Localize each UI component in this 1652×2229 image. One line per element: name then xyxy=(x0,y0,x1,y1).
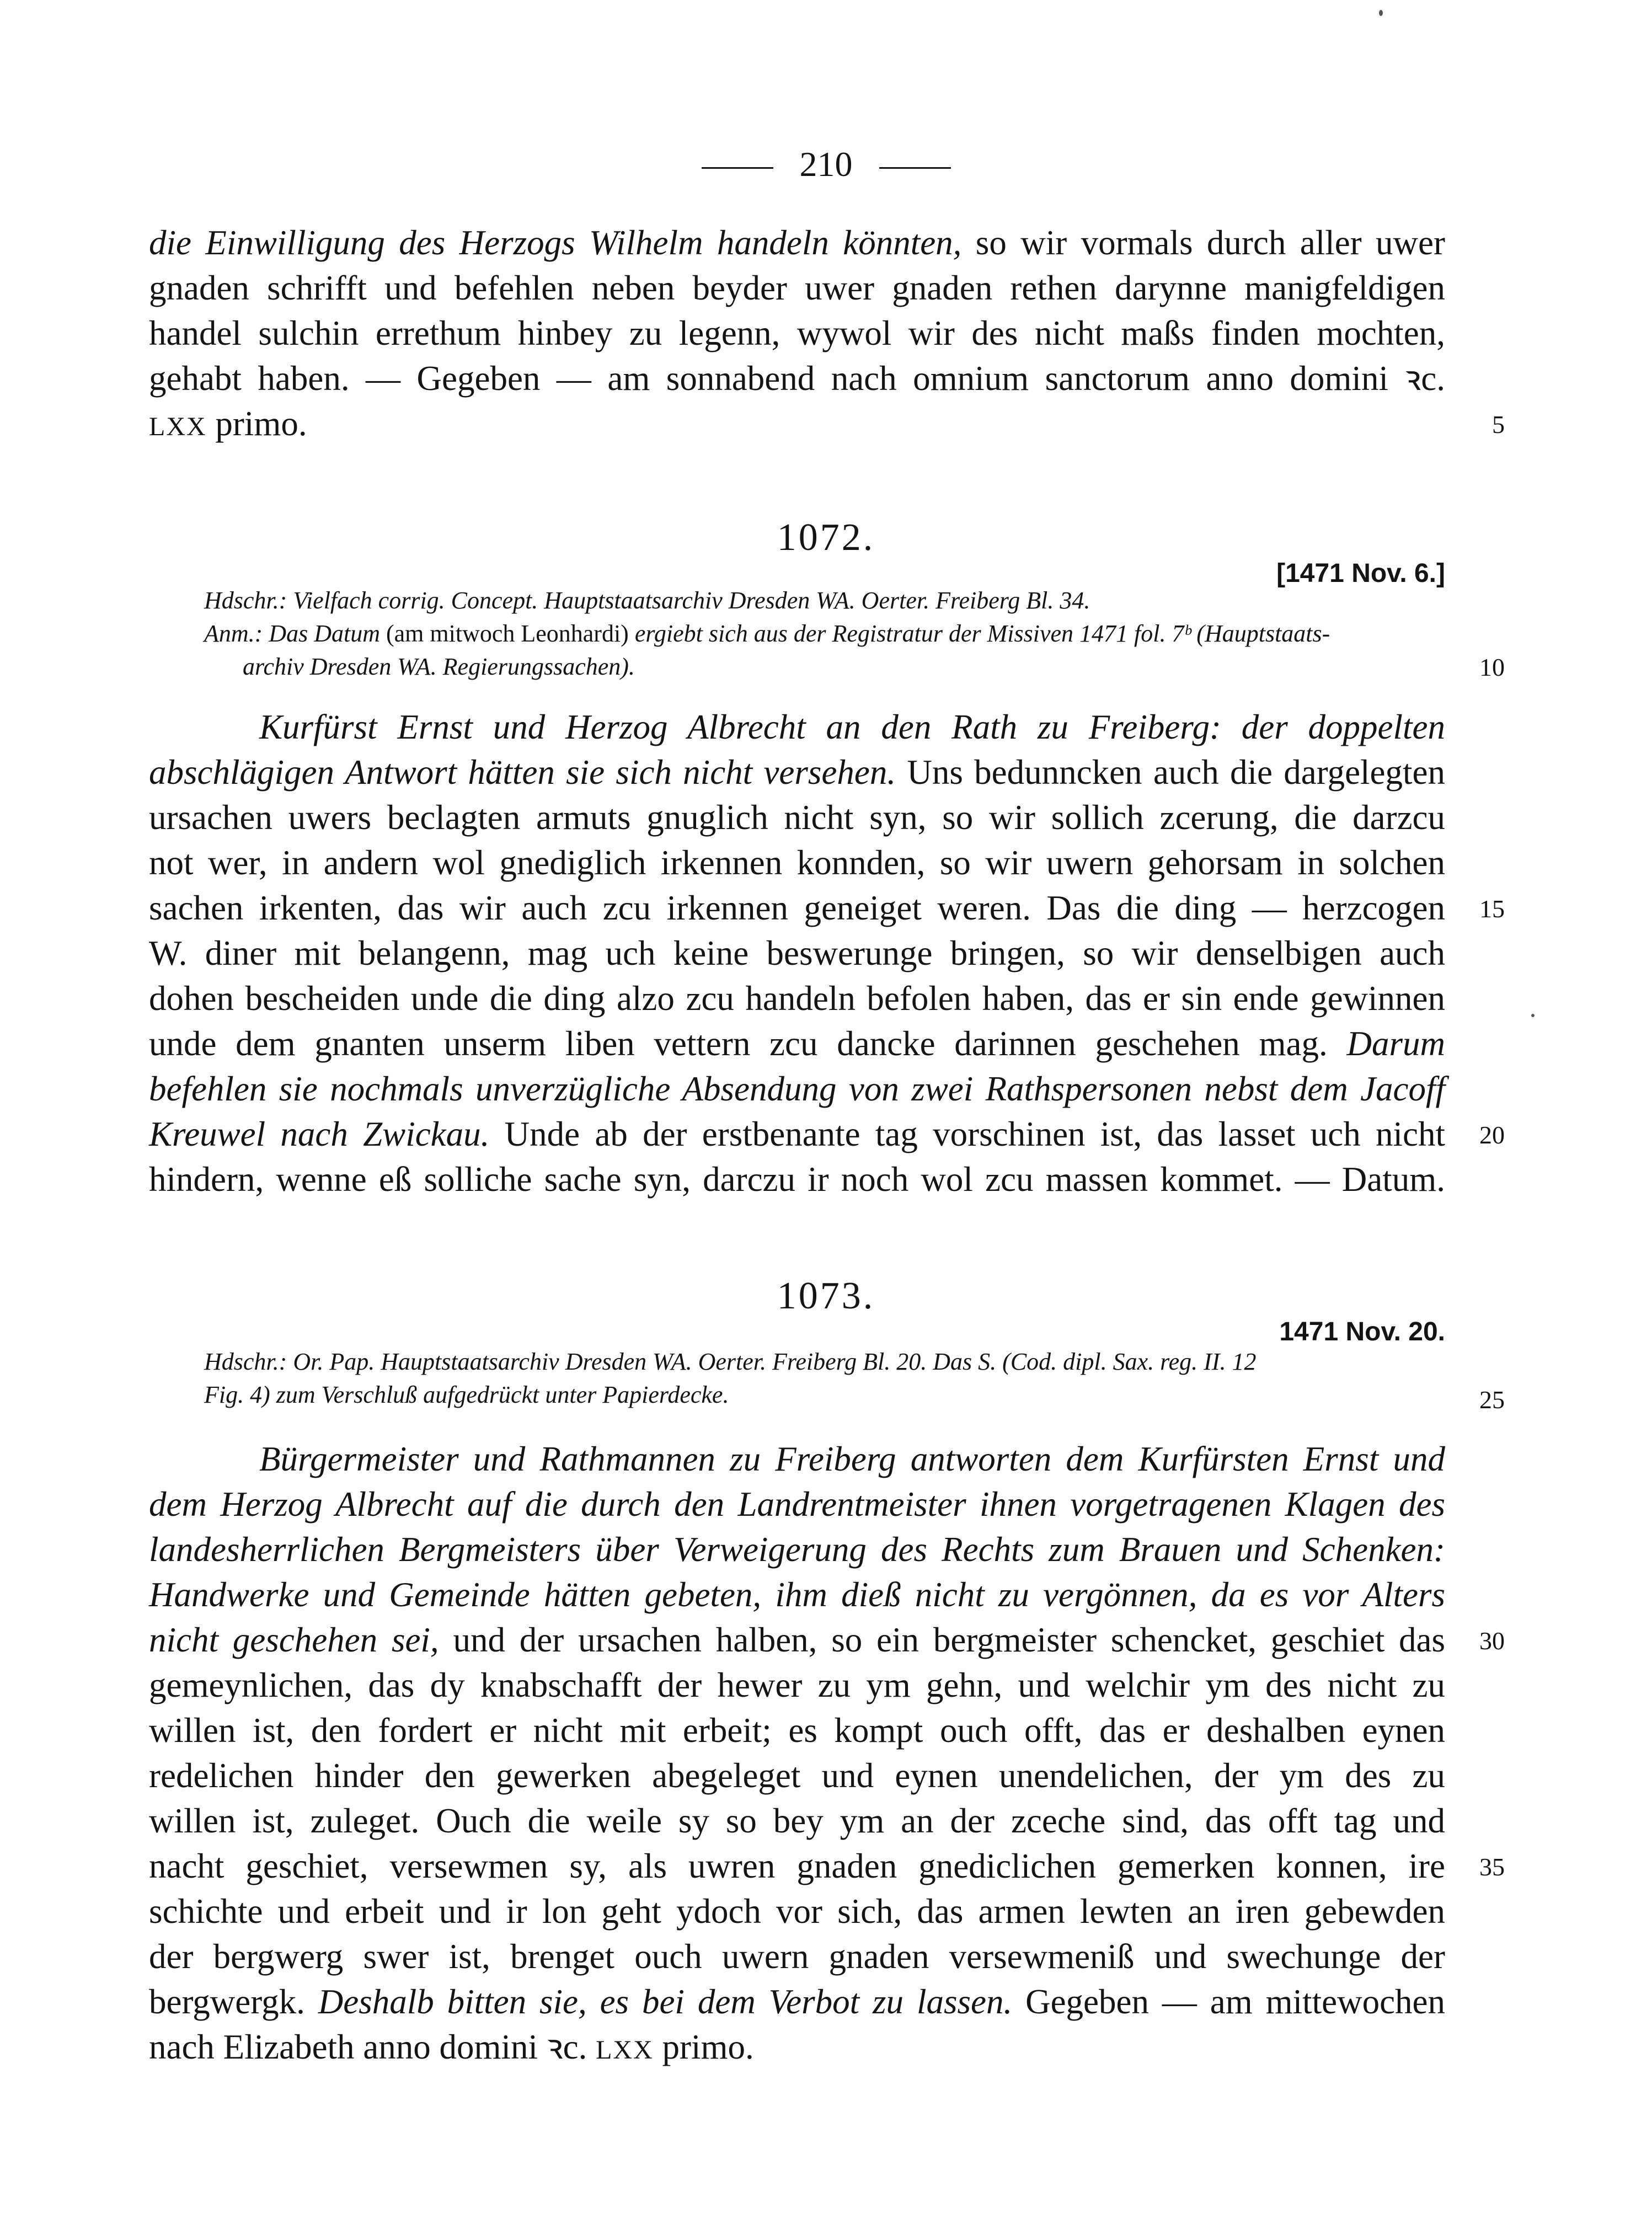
text-line: willen ist, zuleget. Ouch die weile sy so bey ym an der zceche sind, das offt tag und xyxy=(149,1802,1445,1840)
text-line: Bürgermeister und Rathmannen zu Freiberg antworten dem Kurfürsten Ernst und xyxy=(259,1440,1445,1478)
text-line: Kreuwel nach Zwickau. Unde ab der erstbenante tag vorschinen ist, das lasset uch nicht xyxy=(149,1115,1445,1153)
document-number: 1072. xyxy=(777,516,875,559)
text-line: bergwergk. Deshalb bitten sie, es bei dem Verbot zu lassen. Gegeben — am mittewochen xyxy=(149,1982,1446,2021)
annotation-note: archiv Dresden WA. Regierungssachen). xyxy=(243,653,635,680)
text-line: hindern, wenne eß solliche sache syn, darczu ir noch wol zcu massen kommet. — Datum. xyxy=(149,1160,1445,1199)
text-line: nicht geschehen sei, und der ursachen halben, so ein bergmeister schencket, geschiet das xyxy=(149,1621,1445,1659)
text-line: befehlen sie nochmals unverzügliche Absendung von zwei Rathspersonen nebst dem Jacoff xyxy=(149,1070,1445,1108)
text-line: die Einwilligung des Herzogs Wilhelm handeln könnten, so wir vormals durch aller uwer xyxy=(149,223,1445,262)
text-line: schichte und erbeit und ir lon geht ydoch vor sich, das armen lewten an iren gebewden xyxy=(149,1892,1445,1931)
text-line: Kurfürst Ernst und Herzog Albrecht an den Rath zu Freiberg: der doppelten xyxy=(259,708,1445,746)
text-line: gnaden schrifft und befehlen neben beyder uwer gnaden rethen darynne manigfeldigen xyxy=(149,269,1445,307)
text-line: LXX primo. xyxy=(149,404,307,443)
page-header xyxy=(0,142,1652,186)
text-line: willen ist, den fordert er nicht mit erbeit; es kompt ouch offt, das er deshalben eynen xyxy=(149,1711,1445,1750)
document-number: 1073. xyxy=(777,1275,875,1317)
text-line: nacht geschiet, versewmen sy, als uwren gnaden gnediclichen gemerken konnen, ire xyxy=(149,1847,1445,1885)
text-line: gemeynlichen, das dy knabschafft der hewer zu ym gehn, und welchir ym des nicht zu xyxy=(149,1666,1445,1704)
line-number: 35 xyxy=(1479,1853,1505,1881)
line-number: 15 xyxy=(1479,895,1505,923)
manuscript-note: Fig. 4) zum Verschluß aufgedrückt unter Papierdecke. xyxy=(204,1381,729,1408)
text-line: dem Herzog Albrecht auf die durch den Landrentmeister ihnen vorgetragenen Klagen des xyxy=(149,1485,1445,1524)
text-line: nach Elizabeth anno domini ꝛc. LXX primo. xyxy=(149,2028,754,2066)
manuscript-note: Hdschr.: Or. Pap. Hauptstaatsarchiv Dresden WA. Oerter. Freiberg Bl. 20. Das S. (Cod. dipl. Sax. reg. II. 12 xyxy=(204,1348,1257,1375)
text-line: sachen irkenten, das wir auch zcu irkennen geneiget weren. Das die ding — herzcogen xyxy=(149,889,1445,927)
text-line: abschlägigen Antwort hätten sie sich nicht versehen. Uns bedunncken auch die dargelegten xyxy=(149,753,1445,792)
document-date: 1471 Nov. 20. xyxy=(1279,1317,1445,1346)
annotation-note: Anm.: Das Datum (am mitwoch Leonhardi) ergiebt sich aus der Registratur der Missiven 1471 fol. 7ᵇ (Hauptstaats- xyxy=(204,620,1330,647)
line-number: 20 xyxy=(1479,1121,1505,1149)
header-rule-right xyxy=(879,167,951,169)
line-number: 5 xyxy=(1492,410,1505,439)
text-line: gehabt haben. — Gegeben — am sonnabend nach omnium sanctorum anno domini ꝛc. xyxy=(149,359,1445,398)
text-line: dohen bescheiden unde die ding alzo zcu handeln befolen haben, das er sin ende gewinnen xyxy=(149,979,1445,1018)
text-line: W. diner mit belangenn, mag uch keine beswerunge bringen, so wir denselbigen auch xyxy=(149,934,1445,972)
text-line: redelichen hinder den gewerken abegeleget und eynen unendelichen, der ym des zu xyxy=(149,1756,1445,1795)
text-line: unde dem gnanten unserm liben vettern zcu dancke darinnen geschehen mag. Darum xyxy=(149,1024,1445,1063)
line-number: 30 xyxy=(1479,1627,1505,1655)
header-rule-left xyxy=(702,167,773,169)
document-date: [1471 Nov. 6.] xyxy=(1276,559,1445,588)
manuscript-note: Hdschr.: Vielfach corrig. Concept. Hauptstaatsarchiv Dresden WA. Oerter. Freiberg Bl. 34. xyxy=(204,587,1090,614)
text-line: not wer, in andern wol gnediglich irkennen konnden, so wir uwern gehorsam in solchen xyxy=(149,843,1445,882)
line-number: 10 xyxy=(1479,653,1505,681)
scan-speck xyxy=(1531,1014,1535,1017)
text-line: landesherrlichen Bergmeisters über Verweigerung des Rechts zum Brauen und Schenken: xyxy=(149,1530,1445,1569)
line-number: 25 xyxy=(1479,1386,1505,1414)
text-line: der bergwerg swer ist, brenget ouch uwern gnaden versewmeniß und swechunge der xyxy=(149,1937,1445,1976)
text-line: ursachen uwers beclagten armuts gnuglich nicht syn, so wir sollich zcerung, die darzcu xyxy=(149,798,1445,837)
text-line: Handwerke und Gemeinde hätten gebeten, ihm dieß nicht zu vergönnen, da es vor Alters xyxy=(149,1575,1445,1614)
page-number: 210 xyxy=(799,145,853,184)
scan-speck xyxy=(1379,10,1383,16)
text-line: handel sulchin errethum hinbey zu legenn, wywol wir des nicht maßs finden mochten, xyxy=(149,314,1445,352)
